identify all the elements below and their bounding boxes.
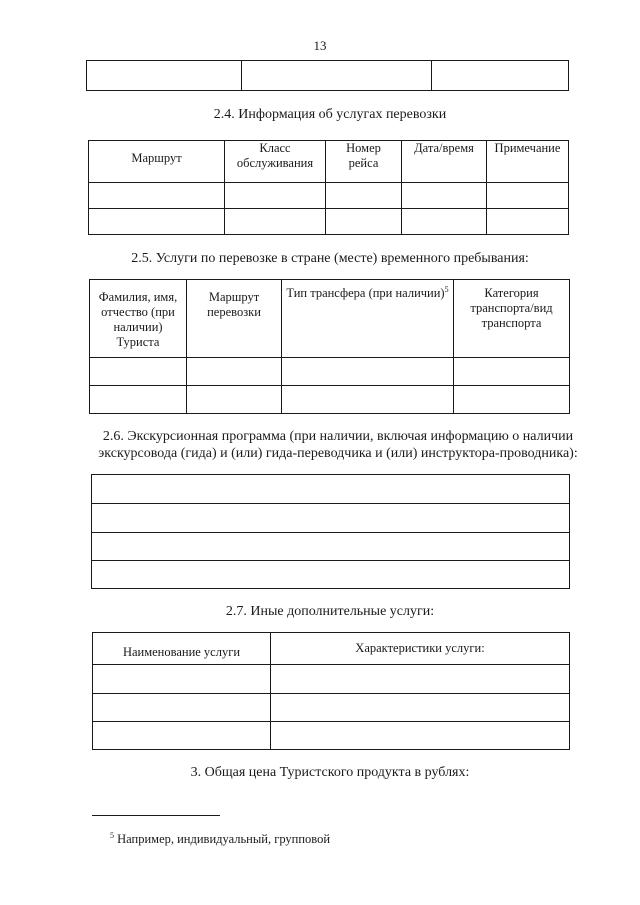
table-cell[interactable] <box>432 61 569 91</box>
local-transport-table <box>89 279 570 414</box>
table-cell[interactable] <box>87 61 242 91</box>
table-cell[interactable] <box>90 386 187 414</box>
column-header-service-characteristics: Характеристики услуги: <box>271 633 570 665</box>
table-cell[interactable] <box>187 386 282 414</box>
table-cell[interactable] <box>92 561 570 589</box>
continuation-table <box>86 60 569 91</box>
column-header-service-name: Наименование услуги <box>93 633 271 665</box>
column-header-tourist-name: Фамилия, имя, отчество (при наличии) Туриста <box>90 280 187 358</box>
column-header-note: Примечание <box>487 141 569 183</box>
table-cell[interactable] <box>187 358 282 386</box>
footnote-mark: 5 <box>110 830 114 840</box>
column-header-route: Маршрут <box>89 141 225 183</box>
table-cell[interactable] <box>282 386 454 414</box>
column-header-flight-number: Номер рейса <box>326 141 402 183</box>
table-cell[interactable] <box>92 475 570 504</box>
table-cell[interactable] <box>89 209 225 235</box>
transport-services-table <box>88 140 569 235</box>
table-cell[interactable] <box>326 209 402 235</box>
table-cell[interactable] <box>271 694 570 722</box>
column-header-date-time: Дата/время <box>402 141 487 183</box>
table-cell[interactable] <box>271 665 570 694</box>
table-cell[interactable] <box>93 694 271 722</box>
table-cell[interactable] <box>89 183 225 209</box>
table-cell[interactable] <box>487 183 569 209</box>
additional-services-table <box>92 632 570 750</box>
section-2-5-title: 2.5. Услуги по перевозке в стране (месте) временного пребывания: <box>131 251 529 266</box>
footnote <box>110 832 330 847</box>
table-cell[interactable] <box>93 722 271 750</box>
column-header-service-class: Класс обслуживания <box>225 141 326 183</box>
table-cell[interactable] <box>487 209 569 235</box>
table-cell[interactable] <box>402 183 487 209</box>
table-cell[interactable] <box>402 209 487 235</box>
footnote-ref[interactable]: 5 <box>444 284 449 294</box>
table-cell[interactable] <box>282 358 454 386</box>
table-cell[interactable] <box>92 533 570 561</box>
transfer-type-label: Тип трансфера (при наличии) <box>286 286 445 300</box>
section-2-7-title: 2.7. Иные дополнительные услуги: <box>225 604 435 619</box>
table-cell[interactable] <box>90 358 187 386</box>
footnote-text: Например, индивидуальный, групповой <box>117 832 331 846</box>
table-cell[interactable] <box>326 183 402 209</box>
section-2-6-title: 2.6. Экскурсионная программа (при наличии, включая информацию о наличии экскурсовода (гида) и (или) гида-переводчика и (или) инструктора-проводника): <box>98 429 578 461</box>
table-cell[interactable] <box>242 61 432 91</box>
column-header-transport-route: Маршрут перевозки <box>187 280 282 358</box>
page-number: 13 <box>313 38 327 53</box>
table-cell[interactable] <box>92 504 570 533</box>
table-cell[interactable] <box>225 209 326 235</box>
section-2-4-title: 2.4. Информация об услугах перевозки <box>213 107 447 122</box>
table-cell[interactable] <box>93 665 271 694</box>
table-cell[interactable] <box>454 358 570 386</box>
footnote-divider <box>92 815 220 816</box>
table-cell[interactable] <box>271 722 570 750</box>
table-cell[interactable] <box>454 386 570 414</box>
section-3-title: 3. Общая цена Туристского продукта в рублях: <box>190 765 470 780</box>
table-cell[interactable] <box>225 183 326 209</box>
column-header-transfer-type <box>282 280 454 358</box>
excursion-program-table <box>91 474 570 589</box>
column-header-transport-category: Категория транспорта/вид транспорта <box>454 280 570 358</box>
